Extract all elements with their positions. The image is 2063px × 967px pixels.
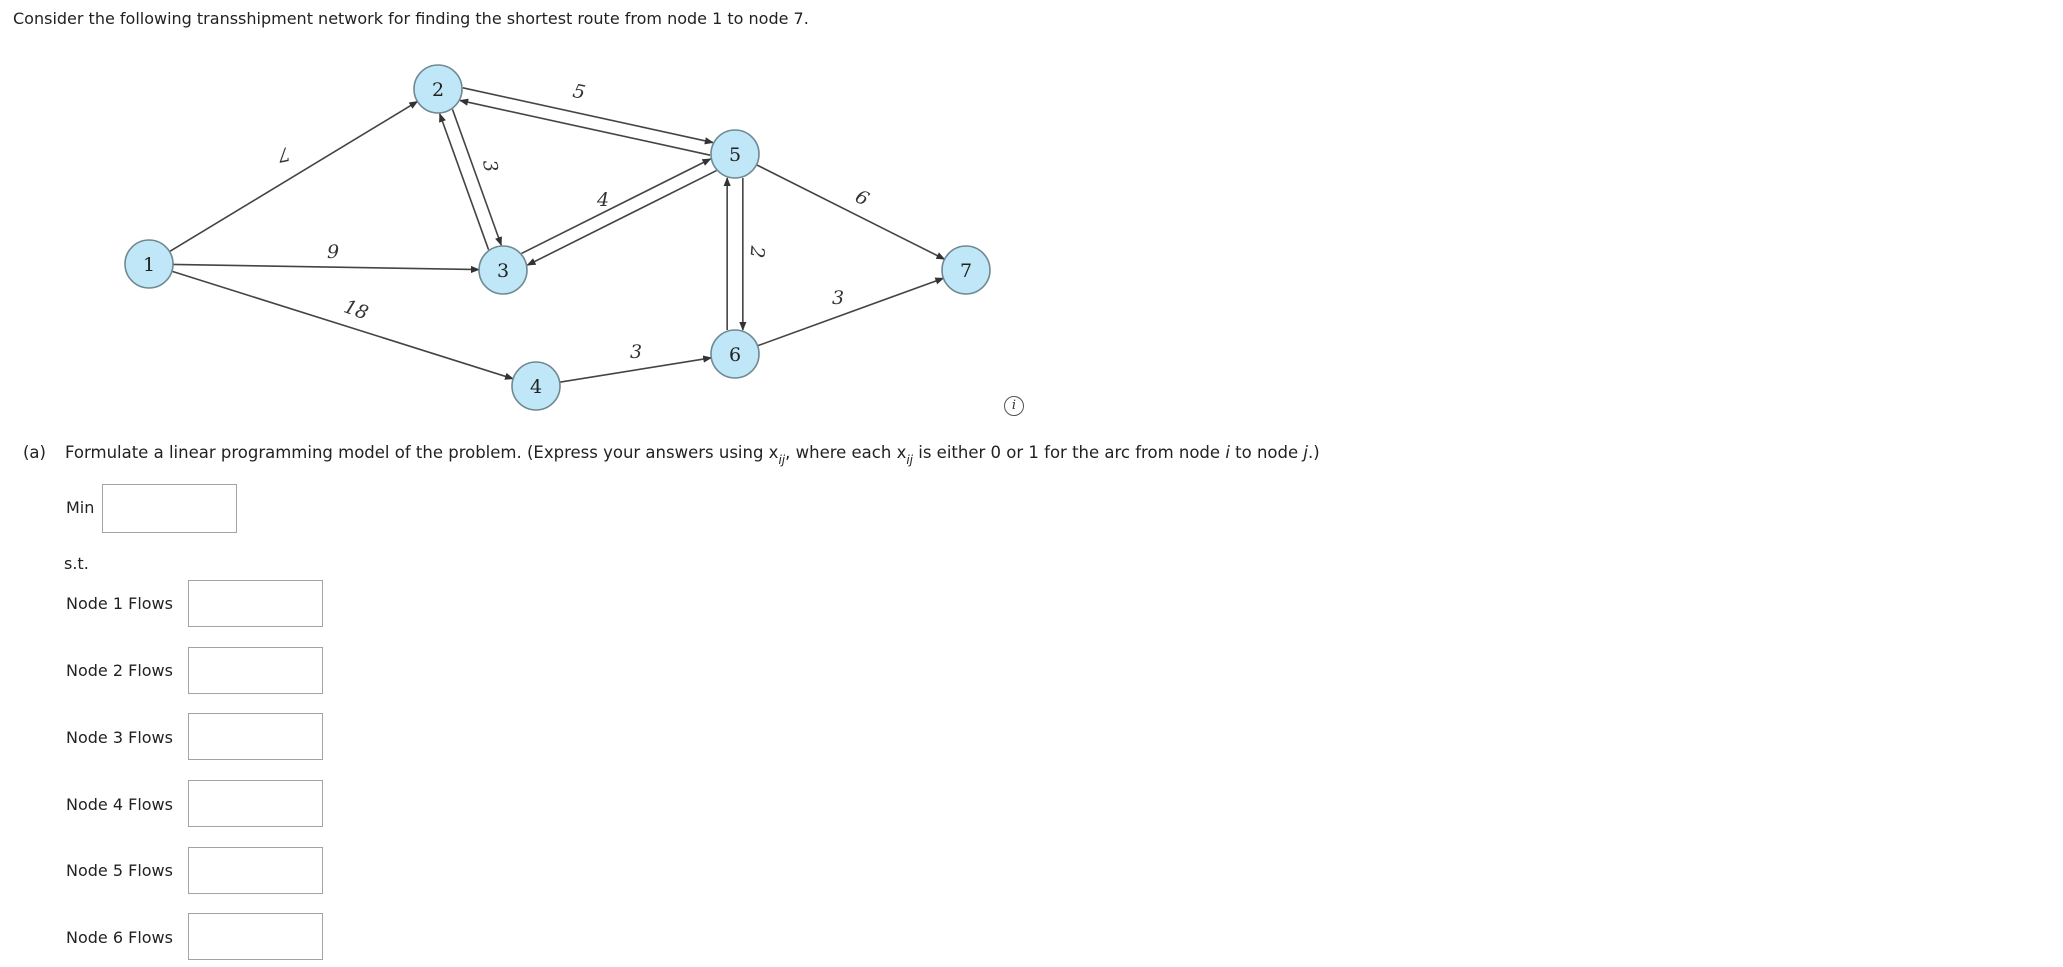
node-3-flows-input[interactable]	[188, 713, 323, 760]
arc-5-2	[460, 100, 710, 155]
node-4	[512, 362, 560, 410]
min-label: Min	[66, 498, 95, 517]
st-label: s.t.	[64, 554, 89, 573]
arc-weight-23: 3	[478, 158, 502, 174]
node-6-label: 6	[728, 344, 742, 366]
node-3	[479, 246, 527, 294]
arc-weight-14: 18	[340, 295, 372, 325]
arc-weight-46: 3	[629, 341, 643, 363]
arc-2-5	[463, 88, 713, 143]
node-1	[125, 240, 173, 288]
arc-3-2	[440, 114, 489, 250]
node-5	[711, 130, 759, 178]
info-icon[interactable]: i	[1004, 396, 1024, 416]
arc-weight-12: 7	[275, 141, 293, 167]
arc-3-5	[522, 159, 711, 254]
arc-5-3	[527, 171, 716, 266]
node-4-flows-input[interactable]	[188, 780, 323, 827]
node-4-label: 4	[529, 376, 543, 398]
node-7	[942, 246, 990, 294]
transshipment-network-diagram	[0, 0, 1100, 420]
node-5-flows-input[interactable]	[188, 847, 323, 894]
arc-weight-57: 6	[851, 185, 873, 211]
problem-statement: Consider the following transshipment network for finding the shortest route from node 1 to node 7.	[13, 9, 809, 28]
arc-1-3	[173, 264, 479, 269]
node-4-flows-label: Node 4 Flows	[66, 795, 173, 814]
arc-6-7	[758, 278, 944, 346]
arc-weight-13: 9	[326, 241, 340, 263]
arc-5-7	[756, 165, 944, 259]
arc-weight-25: 5	[570, 79, 588, 105]
arc-weight-35: 4	[596, 189, 610, 211]
objective-input[interactable]	[102, 484, 237, 533]
node-2-flows-label: Node 2 Flows	[66, 661, 173, 680]
part-a-tag: (a)	[23, 443, 46, 462]
node-2-flows-input[interactable]	[188, 647, 323, 694]
node-2	[414, 65, 462, 113]
node-6	[711, 330, 759, 378]
arc-weight-56: 2	[745, 245, 769, 259]
node-5-flows-label: Node 5 Flows	[66, 861, 173, 880]
arc-weight-67: 3	[831, 287, 845, 309]
node-6-flows-input[interactable]	[188, 913, 323, 960]
node-5-label: 5	[728, 144, 742, 166]
node-1-flows-input[interactable]	[188, 580, 323, 627]
node-7-label: 7	[959, 260, 973, 282]
arc-1-2	[170, 101, 418, 251]
arc-1-4	[172, 271, 513, 379]
node-2-label: 2	[431, 79, 445, 101]
node-3-flows-label: Node 3 Flows	[66, 728, 173, 747]
node-3-label: 3	[496, 260, 510, 282]
node-1-flows-label: Node 1 Flows	[66, 594, 173, 613]
node-1-label: 1	[142, 254, 156, 276]
node-6-flows-label: Node 6 Flows	[66, 928, 173, 947]
arc-2-3	[452, 109, 501, 245]
part-a-instructions: (a) Formulate a linear programming model of the problem. (Express your answers using $x_{ij}$, where each $x_{ij}$ is either 0 or 1 for the arc from node i to node j.)	[23, 443, 1320, 467]
